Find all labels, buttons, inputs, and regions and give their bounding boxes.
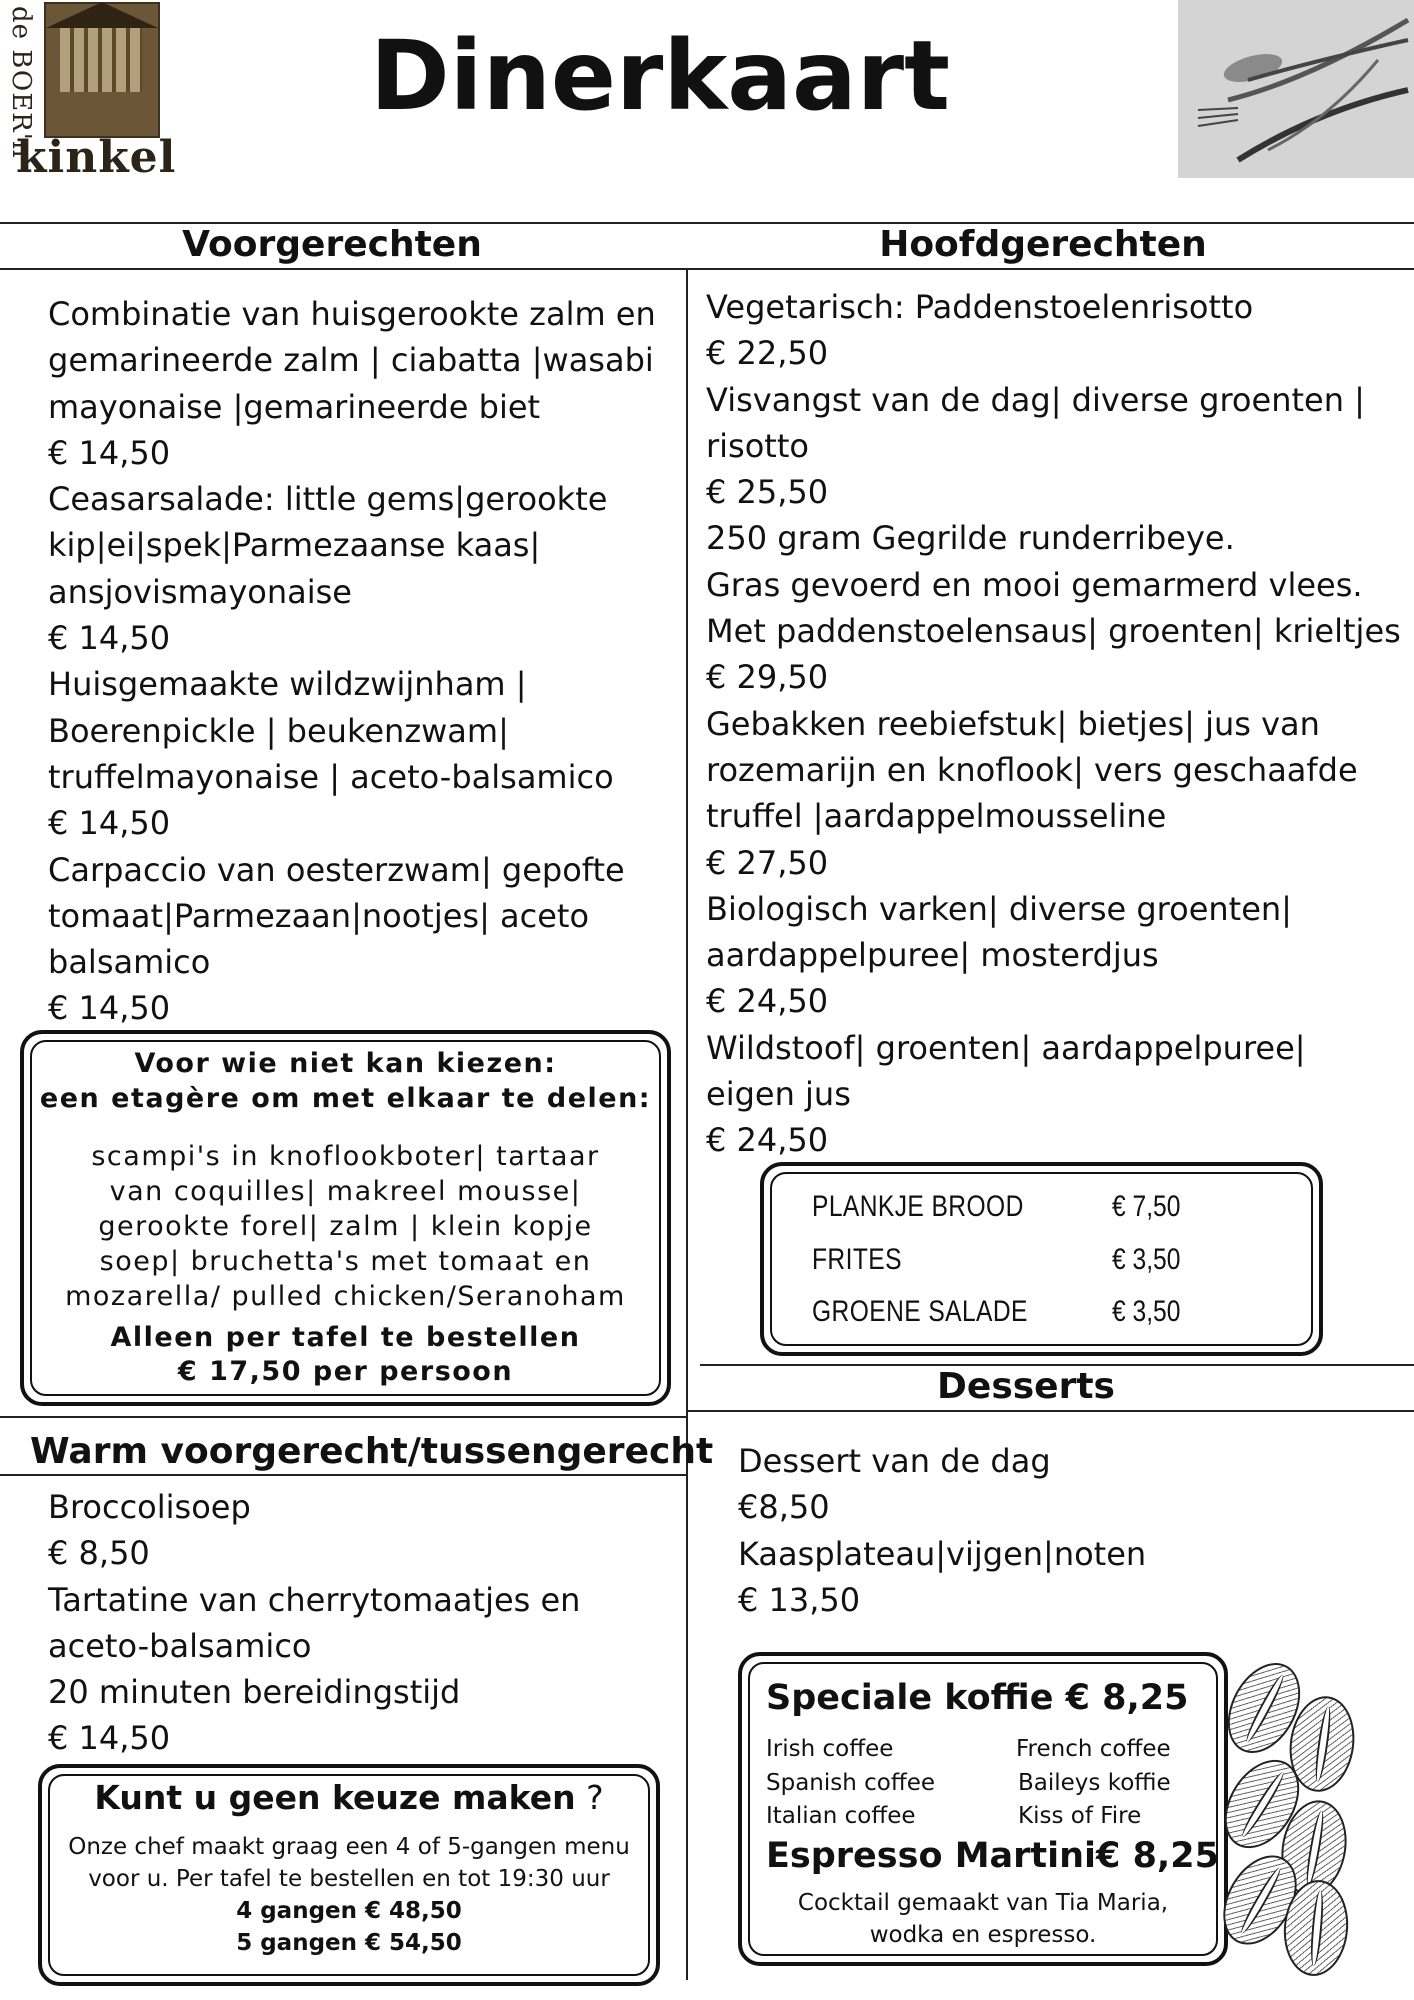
menu-line: Broccolisoep [48,1488,251,1526]
coffee-item: Spanish coffee [766,1770,935,1796]
menu-line: Dessert van de dag [738,1442,1051,1480]
coffee-item: Baileys koffie [1018,1770,1171,1796]
menu-line: Gebakken reebiefstuk| bietjes| jus van [706,704,1320,743]
section-heading-voorgerechten: Voorgerechten [182,224,482,265]
coffee-item: Kiss of Fire [1018,1803,1142,1829]
menu-line: €8,50 [738,1488,830,1527]
side-dish-name: PLANKJE BROOD [812,1190,1024,1223]
menu-line: Visvangst van de dag| diverse groenten | [706,380,1365,419]
divider [0,1416,686,1418]
chef-menu-line-1: Onze chef maakt graag een 4 of 5-gangen menu [68,1834,630,1860]
menu-line: risotto [706,426,809,465]
menu-line: Boerenpickle | beukenzwam| [48,711,509,750]
menu-line: tomaat|Parmezaan|nootjes| aceto [48,896,590,935]
menu-line: Met paddenstoelensaus| groenten| krieltjes [706,612,1401,651]
menu-line: € 14,50 [48,433,171,472]
menu-line: truffelmayonaise | aceto-balsamico [48,757,614,796]
side-dish-name: GROENE SALADE [812,1295,1028,1328]
page-title: Dinerkaart [369,20,951,132]
divider [686,1410,1414,1412]
etagere-title-1: Voor wie niet kan kiezen: [134,1048,557,1079]
menu-line: eigen jus [706,1075,851,1114]
espresso-martini-line-1: Cocktail gemaakt van Tia Maria, [797,1890,1169,1916]
menu-line: balsamico [48,943,211,982]
etagere-item-line: van coquilles| makreel mousse| [109,1176,582,1207]
logo-text-bottom: kinkel [16,132,177,183]
chef-menu-line-2: voor u. Per tafel te bestellen en tot 19:30 uur [88,1866,610,1892]
menu-line: € 27,50 [706,843,829,882]
espresso-martini-line-2: wodka en espresso. [869,1922,1097,1948]
building-illustration [44,2,160,138]
side-dish-name: FRITES [812,1243,902,1276]
etagere-box [20,1030,671,1406]
side-dishes-box [760,1162,1323,1356]
menu-line: Biologisch varken| diverse groenten| [706,889,1292,928]
menu-line: 250 gram Gegrilde runderribeye. [706,519,1235,558]
etagere-item-line: gerookte forel| zalm | klein kopje [98,1211,593,1242]
menu-line: aardappelpuree| mosterdjus [706,936,1159,975]
menu-line: Tartatine van cherrytomaatjes en [48,1580,581,1619]
menu-line: mayonaise |gemarineerde biet [48,387,541,426]
chef-menu-title [42,1778,656,1817]
menu-line: Kaasplateau|vijgen|noten [738,1534,1147,1573]
coffee-item: French coffee [1016,1736,1171,1762]
menu-line: gemarineerde zalm | ciabatta |wasabi [48,341,654,380]
menu-line: Gras gevoerd en mooi gemarmerd vlees. [706,565,1363,604]
restaurant-logo [6,0,177,183]
section-heading-hoofdgerechten: Hoofdgerechten [879,224,1207,265]
menu-line: € 29,50 [706,658,829,697]
side-dish-price: € 3,50 [1112,1295,1181,1328]
hoofdgerechten-list [706,284,1401,1164]
menu-line: € 8,50 [48,1534,150,1573]
logo-text-top: de BOER'n [6,6,36,159]
section-heading-warm: Warm voorgerecht/tussengerecht [30,1431,714,1472]
menu-line: Vegetarisch: Paddenstoelenrisotto [706,288,1254,326]
warm-list [48,1484,580,1762]
menu-line: aceto-balsamico [48,1626,312,1665]
side-dish-price: € 7,50 [1112,1190,1181,1223]
menu-line: Carpaccio van oesterzwam| gepofte [48,850,625,889]
coffee-title: Speciale koffie € 8,25 [766,1678,1189,1718]
menu-line: € 14,50 [48,989,171,1028]
etagere-note-2: € 17,50 per persoon [177,1356,514,1387]
etagere-item-line: scampi's in knoflookboter| tartaar [91,1141,600,1172]
chef-menu-title-mark: ? [586,1778,604,1817]
menu-line: ansjovismayonaise [48,572,352,611]
menu-line: € 14,50 [48,804,171,843]
chef-menu-price-5: 5 gangen € 54,50 [236,1930,462,1956]
menu-line: € 24,50 [706,1121,829,1160]
menu-line: € 14,50 [48,619,171,658]
cutlery-image [1178,0,1414,178]
menu-line: kip|ei|spek|Parmezaanse kaas| [48,526,541,565]
espresso-martini-title: Espresso Martini€ 8,25 [766,1836,1219,1876]
menu-line: € 13,50 [738,1580,861,1619]
etagere-item-line: soep| bruchetta's met tomaat en [99,1246,592,1277]
menu-line: Ceasarsalade: little gems|gerookte [48,480,608,519]
side-dish-price: € 3,50 [1112,1243,1181,1276]
etagere-item-line: mozarella/ pulled chicken/Seranoham [65,1281,626,1312]
etagere-note-1: Alleen per tafel te bestellen [110,1322,581,1353]
menu-line: € 24,50 [706,982,829,1021]
desserts-list [738,1438,1146,1623]
chef-menu-box [38,1764,660,1986]
etagere-title-2: een etagère om met elkaar te delen: [39,1083,652,1114]
section-heading-desserts: Desserts [937,1366,1115,1407]
divider [0,268,1414,270]
chef-menu-price-4: 4 gangen € 48,50 [236,1898,462,1924]
menu-line: Huisgemaakte wildzwijnham | [48,665,527,704]
menu-line: € 22,50 [706,334,829,373]
coffee-item: Irish coffee [766,1736,894,1762]
menu-line: € 25,50 [706,473,829,512]
menu-line: € 14,50 [48,1719,171,1758]
column-divider [686,268,688,1980]
menu-line: truffel |aardappelmousseline [706,797,1167,836]
special-coffee-box [738,1652,1228,1966]
menu-line: Combinatie van huisgerookte zalm en [48,295,656,333]
chef-menu-title-text: Kunt u geen keuze maken [94,1778,576,1817]
menu-line: Wildstoof| groenten| aardappelpuree| [706,1028,1306,1067]
coffee-item: Italian coffee [766,1803,916,1829]
menu-line: rozemarijn en knoflook| vers geschaafde [706,750,1358,789]
voorgerechten-list [48,291,656,1032]
menu-line: 20 minuten bereidingstijd [48,1673,461,1712]
